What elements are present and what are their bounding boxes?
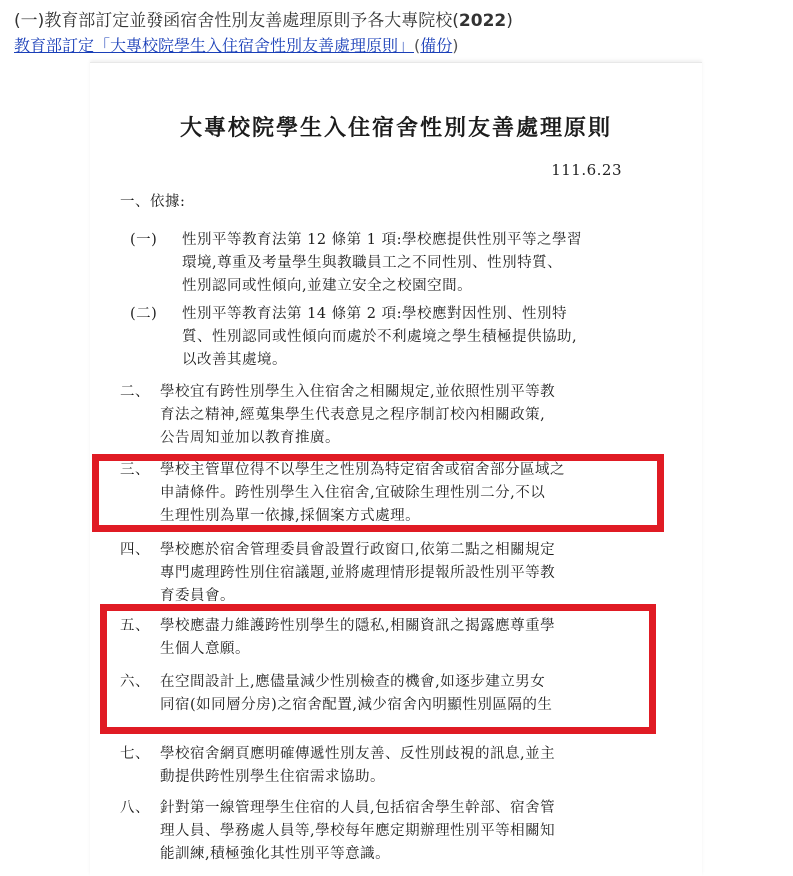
section-4 — [120, 539, 680, 608]
text-line: 以改善其處境。 — [182, 352, 287, 368]
paren-open: ( — [414, 36, 421, 55]
source-links — [14, 34, 774, 58]
text-line: 公告周知並加以教育推廣。 — [160, 430, 340, 446]
text-line: 育法之精神,經蒐集學生代表意見之程序制訂校內相關政策, — [160, 407, 546, 423]
section-1-heading-text: 一、依據: — [120, 194, 186, 210]
section-4-body — [160, 539, 680, 608]
section-heading — [14, 8, 774, 34]
section-2 — [120, 381, 680, 450]
subsection-1-number: (一) — [130, 232, 158, 248]
document-title: 大專校院學生入住宿舍性別友善處理原則 — [179, 115, 612, 141]
text-line: 性別平等教育法第 12 條第 1 項:學校應提供性別平等之學習 — [182, 232, 582, 248]
subsection-1-body — [182, 229, 670, 298]
text-line: 學校主管單位得不以學生之性別為特定宿舍或宿舍部分區域之 — [160, 462, 565, 478]
text-line: 育委員會。 — [160, 588, 235, 604]
text-line: 理人員、學務處人員等,學校每年應定期辦理性別平等相關知 — [160, 823, 556, 839]
section-7-body — [160, 743, 680, 789]
subsection-2-number: (二) — [130, 306, 158, 322]
text-line: 學校應盡力維護跨性別學生的隱私,相關資訊之揭露應尊重學 — [160, 618, 556, 634]
section-7-number: 七、 — [120, 746, 150, 762]
subsection-2-body — [182, 303, 670, 372]
subsection-1 — [130, 229, 670, 298]
section-4-number: 四、 — [120, 542, 150, 558]
section-2-body — [160, 381, 680, 450]
text-line: 能訓練,積極強化其性別平等意識。 — [160, 846, 391, 862]
article-header — [14, 8, 774, 58]
section-6-number: 六、 — [120, 674, 150, 690]
text-line: 學校宿舍網頁應明確傳遞性別友善、反性別歧視的訊息,並主 — [160, 746, 556, 762]
text-line: 同宿(如同層分房)之宿舍配置,減少宿舍內明顯性別區隔的生 — [160, 697, 553, 713]
text-line: 學校宜有跨性別學生入住宿舍之相關規定,並依照性別平等教 — [160, 384, 556, 400]
heading-prefix: (一)教育部訂定並發函宿舍性別友善處理原則予各大專院校( — [14, 11, 459, 31]
highlight-box-section-3 — [92, 454, 664, 532]
backup-link[interactable]: 備份 — [420, 36, 453, 55]
text-line: 性別認同或性傾向,並建立安全之校園空間。 — [182, 278, 473, 294]
text-line: 性別平等教育法第 14 條第 2 項:學校應對因性別、性別特 — [182, 306, 567, 322]
section-2-number: 二、 — [120, 384, 150, 400]
highlight-box-sections-5-6 — [100, 604, 656, 734]
section-7 — [120, 743, 680, 789]
text-line: 生個人意願。 — [160, 641, 250, 657]
text-line: 針對第一線管理學生住宿的人員,包括宿舍學生幹部、宿舍管 — [160, 800, 556, 816]
heading-year: 2022 — [458, 11, 507, 31]
text-line: 專門處理跨性別住宿議題,並將處理情形提報所設性別平等教 — [160, 565, 556, 581]
section-1-heading — [120, 191, 185, 214]
text-line: 環境,尊重及考量學生與教職員工之不同性別、性別特質、 — [182, 255, 563, 271]
text-line: 質、性別認同或性傾向而處於不利處境之學生積極提供協助, — [182, 329, 578, 345]
heading-suffix: ) — [506, 11, 513, 31]
subsection-2 — [130, 303, 670, 372]
section-8-number: 八、 — [120, 800, 150, 816]
section-8-body — [160, 797, 680, 866]
text-line: 在空間設計上,應儘量減少性別檢查的機會,如逐步建立男女 — [160, 674, 546, 690]
text-line: 申請條件。跨性別學生入住宿舍,宜破除生理性別二分,不以 — [160, 485, 546, 501]
source-link[interactable]: 教育部訂定「大專校院學生入住宿舍性別友善處理原則」 — [14, 36, 415, 55]
paren-close: ) — [452, 36, 459, 55]
section-5-number: 五、 — [120, 618, 150, 634]
text-line: 動提供跨性別學生住宿需求協助。 — [160, 769, 385, 785]
section-3-number: 三、 — [120, 462, 150, 478]
text-line: 學校應於宿舍管理委員會設置行政窗口,依第二點之相關規定 — [160, 542, 556, 558]
text-line: 生理性別為單一依據,採個案方式處理。 — [160, 508, 421, 524]
document-date: 111.6.23 — [551, 161, 622, 179]
section-8 — [120, 797, 680, 866]
